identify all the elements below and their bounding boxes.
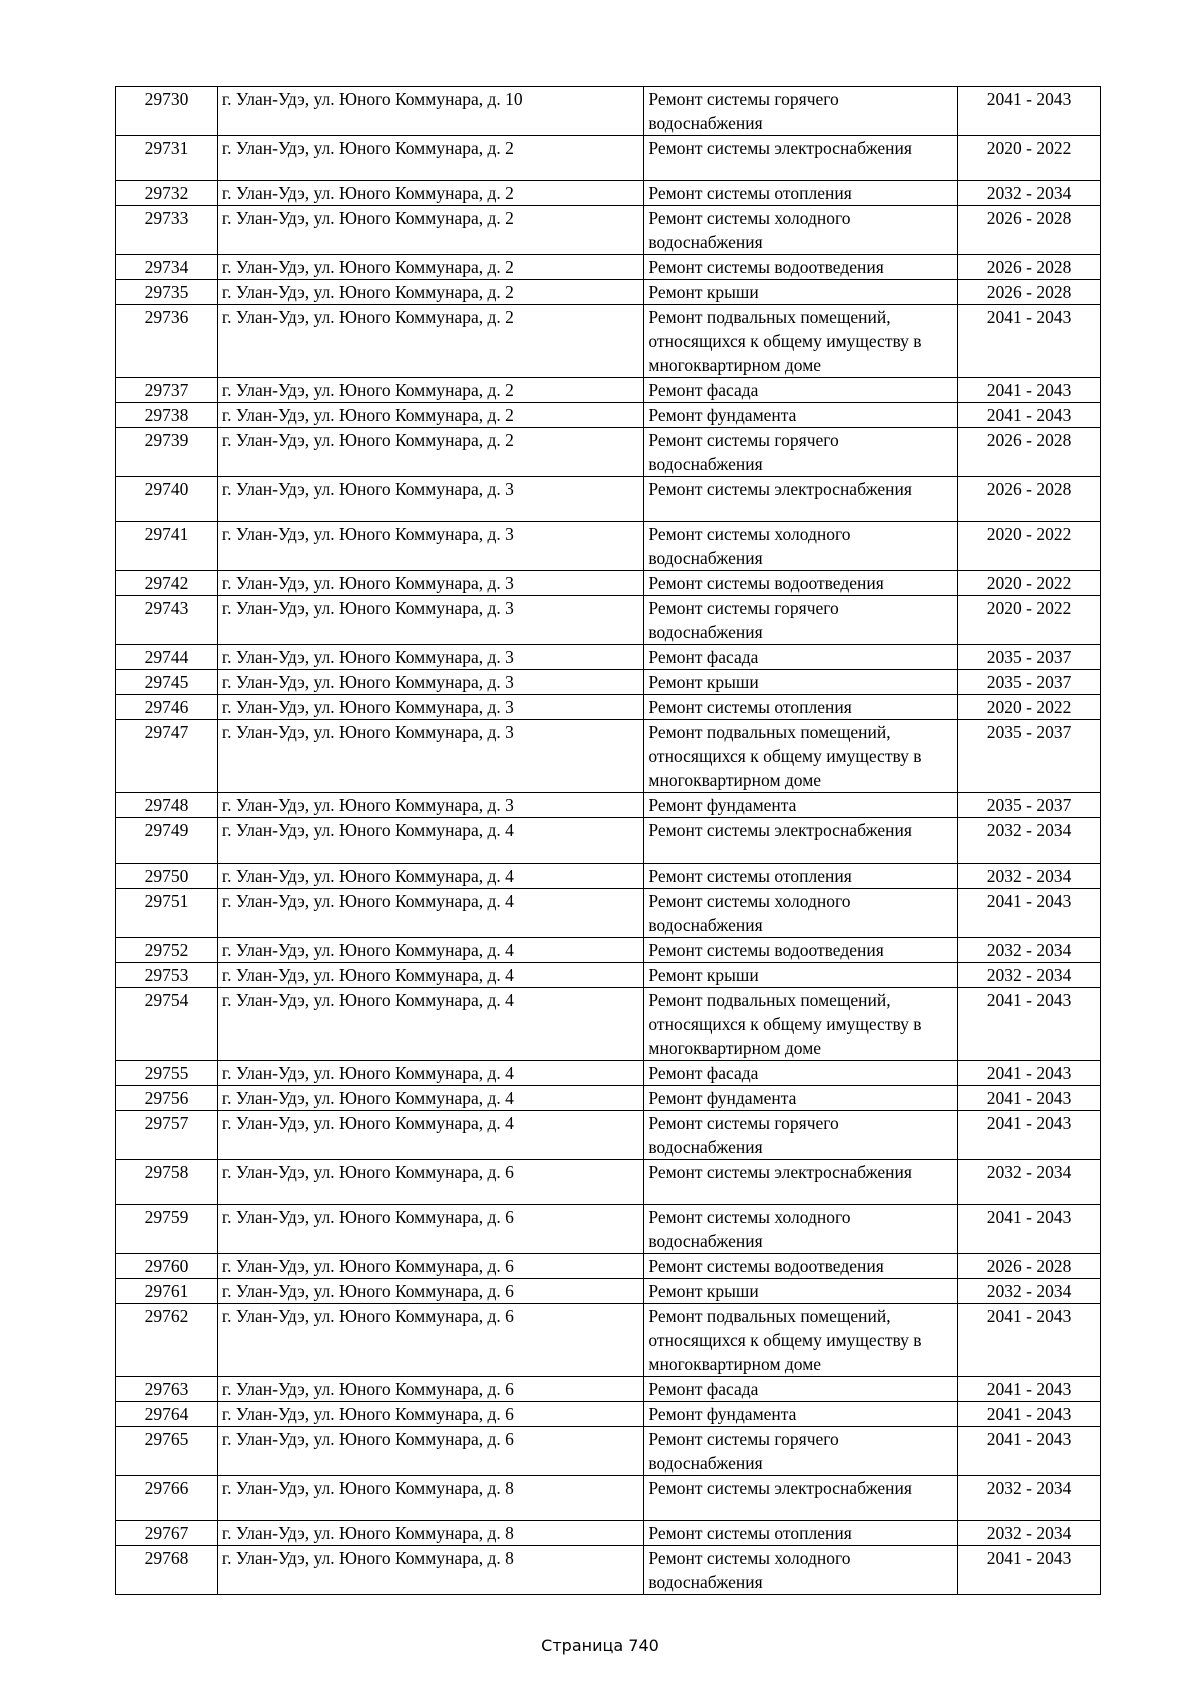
years-cell: 2032 - 2034 xyxy=(958,181,1101,206)
table-row xyxy=(116,670,1101,695)
address-cell: г. Улан-Удэ, ул. Юного Коммунара, д. 4 xyxy=(217,937,643,962)
row-number-cell: 29733 xyxy=(116,206,218,255)
address-cell: г. Улан-Удэ, ул. Юного Коммунара, д. 4 xyxy=(217,863,643,888)
table-row xyxy=(116,1303,1101,1376)
row-number-cell: 29738 xyxy=(116,403,218,428)
table-row xyxy=(116,522,1101,571)
address-cell: г. Улан-Удэ, ул. Юного Коммунара, д. 8 xyxy=(217,1520,643,1545)
address-cell: г. Улан-Удэ, ул. Юного Коммунара, д. 6 xyxy=(217,1159,643,1204)
row-number-cell: 29748 xyxy=(116,793,218,818)
table-row xyxy=(116,305,1101,378)
table-row xyxy=(116,378,1101,403)
work-type-cell: Ремонт фундамента xyxy=(644,793,958,818)
work-type-cell: Ремонт системы электроснабжения xyxy=(644,1475,958,1520)
address-cell: г. Улан-Удэ, ул. Юного Коммунара, д. 2 xyxy=(217,255,643,280)
table-row xyxy=(116,428,1101,477)
years-cell: 2041 - 2043 xyxy=(958,1401,1101,1426)
table-row xyxy=(116,1520,1101,1545)
years-cell: 2041 - 2043 xyxy=(958,1426,1101,1475)
table-row xyxy=(116,1545,1101,1594)
table-row xyxy=(116,1110,1101,1159)
work-type-cell: Ремонт системы водоотведения xyxy=(644,571,958,596)
address-cell: г. Улан-Удэ, ул. Юного Коммунара, д. 3 xyxy=(217,522,643,571)
address-cell: г. Улан-Удэ, ул. Юного Коммунара, д. 3 xyxy=(217,645,643,670)
row-number-cell: 29758 xyxy=(116,1159,218,1204)
row-number-cell: 29764 xyxy=(116,1401,218,1426)
years-cell: 2041 - 2043 xyxy=(958,1060,1101,1085)
work-type-cell: Ремонт системы горячего водоснабжения xyxy=(644,1426,958,1475)
address-cell: г. Улан-Удэ, ул. Юного Коммунара, д. 2 xyxy=(217,428,643,477)
work-type-cell: Ремонт системы электроснабжения xyxy=(644,818,958,863)
address-cell: г. Улан-Удэ, ул. Юного Коммунара, д. 2 xyxy=(217,206,643,255)
row-number-cell: 29732 xyxy=(116,181,218,206)
years-cell: 2041 - 2043 xyxy=(958,888,1101,937)
years-cell: 2032 - 2034 xyxy=(958,818,1101,863)
address-cell: г. Улан-Удэ, ул. Юного Коммунара, д. 4 xyxy=(217,1060,643,1085)
row-number-cell: 29750 xyxy=(116,863,218,888)
table-row xyxy=(116,962,1101,987)
work-type-cell: Ремонт системы холодного водоснабжения xyxy=(644,888,958,937)
work-type-cell: Ремонт системы холодного водоснабжения xyxy=(644,522,958,571)
address-cell: г. Улан-Удэ, ул. Юного Коммунара, д. 2 xyxy=(217,403,643,428)
row-number-cell: 29765 xyxy=(116,1426,218,1475)
address-cell: г. Улан-Удэ, ул. Юного Коммунара, д. 4 xyxy=(217,987,643,1060)
row-number-cell: 29756 xyxy=(116,1085,218,1110)
work-type-cell: Ремонт системы отопления xyxy=(644,1520,958,1545)
work-type-cell: Ремонт фундамента xyxy=(644,1401,958,1426)
table-body xyxy=(116,87,1101,1595)
row-number-cell: 29734 xyxy=(116,255,218,280)
table-row xyxy=(116,181,1101,206)
address-cell: г. Улан-Удэ, ул. Юного Коммунара, д. 4 xyxy=(217,888,643,937)
work-type-cell: Ремонт системы холодного водоснабжения xyxy=(644,206,958,255)
years-cell: 2032 - 2034 xyxy=(958,863,1101,888)
table-row xyxy=(116,645,1101,670)
address-cell: г. Улан-Удэ, ул. Юного Коммунара, д. 2 xyxy=(217,378,643,403)
years-cell: 2041 - 2043 xyxy=(958,403,1101,428)
years-cell: 2026 - 2028 xyxy=(958,255,1101,280)
row-number-cell: 29762 xyxy=(116,1303,218,1376)
work-type-cell: Ремонт фасада xyxy=(644,1376,958,1401)
address-cell: г. Улан-Удэ, ул. Юного Коммунара, д. 3 xyxy=(217,695,643,720)
row-number-cell: 29746 xyxy=(116,695,218,720)
years-cell: 2026 - 2028 xyxy=(958,206,1101,255)
row-number-cell: 29755 xyxy=(116,1060,218,1085)
years-cell: 2041 - 2043 xyxy=(958,987,1101,1060)
years-cell: 2041 - 2043 xyxy=(958,87,1101,136)
row-number-cell: 29760 xyxy=(116,1253,218,1278)
table-row xyxy=(116,1085,1101,1110)
work-type-cell: Ремонт крыши xyxy=(644,670,958,695)
address-cell: г. Улан-Удэ, ул. Юного Коммунара, д. 6 xyxy=(217,1253,643,1278)
work-type-cell: Ремонт системы горячего водоснабжения xyxy=(644,596,958,645)
years-cell: 2020 - 2022 xyxy=(958,136,1101,181)
years-cell: 2032 - 2034 xyxy=(958,1520,1101,1545)
years-cell: 2026 - 2028 xyxy=(958,477,1101,522)
address-cell: г. Улан-Удэ, ул. Юного Коммунара, д. 3 xyxy=(217,596,643,645)
address-cell: г. Улан-Удэ, ул. Юного Коммунара, д. 3 xyxy=(217,670,643,695)
work-type-cell: Ремонт фасада xyxy=(644,1060,958,1085)
row-number-cell: 29743 xyxy=(116,596,218,645)
row-number-cell: 29742 xyxy=(116,571,218,596)
table-row xyxy=(116,1475,1101,1520)
years-cell: 2020 - 2022 xyxy=(958,596,1101,645)
work-type-cell: Ремонт системы водоотведения xyxy=(644,1253,958,1278)
row-number-cell: 29768 xyxy=(116,1545,218,1594)
table-row xyxy=(116,403,1101,428)
row-number-cell: 29759 xyxy=(116,1204,218,1253)
page-number: Страница 740 xyxy=(541,1636,659,1655)
address-cell: г. Улан-Удэ, ул. Юного Коммунара, д. 6 xyxy=(217,1278,643,1303)
table-row xyxy=(116,863,1101,888)
years-cell: 2020 - 2022 xyxy=(958,571,1101,596)
address-cell: г. Улан-Удэ, ул. Юного Коммунара, д. 2 xyxy=(217,280,643,305)
row-number-cell: 29744 xyxy=(116,645,218,670)
address-cell: г. Улан-Удэ, ул. Юного Коммунара, д. 4 xyxy=(217,1085,643,1110)
table-row xyxy=(116,255,1101,280)
table-row xyxy=(116,571,1101,596)
address-cell: г. Улан-Удэ, ул. Юного Коммунара, д. 3 xyxy=(217,571,643,596)
row-number-cell: 29754 xyxy=(116,987,218,1060)
table-row xyxy=(116,987,1101,1060)
years-cell: 2032 - 2034 xyxy=(958,1278,1101,1303)
table-row xyxy=(116,477,1101,522)
row-number-cell: 29739 xyxy=(116,428,218,477)
address-cell: г. Улан-Удэ, ул. Юного Коммунара, д. 6 xyxy=(217,1303,643,1376)
years-cell: 2032 - 2034 xyxy=(958,937,1101,962)
row-number-cell: 29737 xyxy=(116,378,218,403)
row-number-cell: 29753 xyxy=(116,962,218,987)
table-row xyxy=(116,1159,1101,1204)
address-cell: г. Улан-Удэ, ул. Юного Коммунара, д. 3 xyxy=(217,720,643,793)
years-cell: 2041 - 2043 xyxy=(958,378,1101,403)
address-cell: г. Улан-Удэ, ул. Юного Коммунара, д. 4 xyxy=(217,818,643,863)
table-row xyxy=(116,695,1101,720)
table-row xyxy=(116,87,1101,136)
address-cell: г. Улан-Удэ, ул. Юного Коммунара, д. 6 xyxy=(217,1426,643,1475)
table-row xyxy=(116,1060,1101,1085)
work-type-cell: Ремонт системы холодного водоснабжения xyxy=(644,1545,958,1594)
work-type-cell: Ремонт крыши xyxy=(644,1278,958,1303)
row-number-cell: 29751 xyxy=(116,888,218,937)
work-type-cell: Ремонт системы электроснабжения xyxy=(644,477,958,522)
table-row xyxy=(116,1376,1101,1401)
work-type-cell: Ремонт системы водоотведения xyxy=(644,255,958,280)
address-cell: г. Улан-Удэ, ул. Юного Коммунара, д. 4 xyxy=(217,962,643,987)
row-number-cell: 29763 xyxy=(116,1376,218,1401)
years-cell: 2020 - 2022 xyxy=(958,522,1101,571)
table-row xyxy=(116,1401,1101,1426)
work-type-cell: Ремонт фасада xyxy=(644,645,958,670)
work-type-cell: Ремонт системы холодного водоснабжения xyxy=(644,1204,958,1253)
years-cell: 2041 - 2043 xyxy=(958,1110,1101,1159)
row-number-cell: 29757 xyxy=(116,1110,218,1159)
row-number-cell: 29731 xyxy=(116,136,218,181)
years-cell: 2026 - 2028 xyxy=(958,1253,1101,1278)
address-cell: г. Улан-Удэ, ул. Юного Коммунара, д. 2 xyxy=(217,305,643,378)
work-type-cell: Ремонт системы электроснабжения xyxy=(644,136,958,181)
address-cell: г. Улан-Удэ, ул. Юного Коммунара, д. 3 xyxy=(217,793,643,818)
row-number-cell: 29747 xyxy=(116,720,218,793)
address-cell: г. Улан-Удэ, ул. Юного Коммунара, д. 10 xyxy=(217,87,643,136)
address-cell: г. Улан-Удэ, ул. Юного Коммунара, д. 3 xyxy=(217,477,643,522)
years-cell: 2032 - 2034 xyxy=(958,1159,1101,1204)
row-number-cell: 29745 xyxy=(116,670,218,695)
work-type-cell: Ремонт системы отопления xyxy=(644,863,958,888)
work-type-cell: Ремонт системы горячего водоснабжения xyxy=(644,1110,958,1159)
years-cell: 2035 - 2037 xyxy=(958,670,1101,695)
row-number-cell: 29761 xyxy=(116,1278,218,1303)
work-type-cell: Ремонт системы отопления xyxy=(644,695,958,720)
work-type-cell: Ремонт крыши xyxy=(644,280,958,305)
work-type-cell: Ремонт системы отопления xyxy=(644,181,958,206)
years-cell: 2041 - 2043 xyxy=(958,1303,1101,1376)
work-type-cell: Ремонт системы электроснабжения xyxy=(644,1159,958,1204)
address-cell: г. Улан-Удэ, ул. Юного Коммунара, д. 2 xyxy=(217,136,643,181)
row-number-cell: 29740 xyxy=(116,477,218,522)
row-number-cell: 29735 xyxy=(116,280,218,305)
years-cell: 2035 - 2037 xyxy=(958,720,1101,793)
address-cell: г. Улан-Удэ, ул. Юного Коммунара, д. 4 xyxy=(217,1110,643,1159)
table-row xyxy=(116,596,1101,645)
years-cell: 2026 - 2028 xyxy=(958,428,1101,477)
table-row xyxy=(116,818,1101,863)
years-cell: 2035 - 2037 xyxy=(958,793,1101,818)
address-cell: г. Улан-Удэ, ул. Юного Коммунара, д. 8 xyxy=(217,1475,643,1520)
table-row xyxy=(116,1204,1101,1253)
works-table xyxy=(115,86,1101,1595)
work-type-cell: Ремонт фундамента xyxy=(644,403,958,428)
row-number-cell: 29741 xyxy=(116,522,218,571)
address-cell: г. Улан-Удэ, ул. Юного Коммунара, д. 6 xyxy=(217,1204,643,1253)
row-number-cell: 29749 xyxy=(116,818,218,863)
table-row xyxy=(116,1426,1101,1475)
work-type-cell: Ремонт подвальных помещений, относящихся к общему имуществу в многоквартирном доме xyxy=(644,1303,958,1376)
years-cell: 2032 - 2034 xyxy=(958,1475,1101,1520)
row-number-cell: 29736 xyxy=(116,305,218,378)
table-row xyxy=(116,1278,1101,1303)
address-cell: г. Улан-Удэ, ул. Юного Коммунара, д. 8 xyxy=(217,1545,643,1594)
table-row xyxy=(116,720,1101,793)
work-type-cell: Ремонт системы горячего водоснабжения xyxy=(644,428,958,477)
work-type-cell: Ремонт подвальных помещений, относящихся к общему имуществу в многоквартирном доме xyxy=(644,987,958,1060)
years-cell: 2026 - 2028 xyxy=(958,280,1101,305)
work-type-cell: Ремонт фасада xyxy=(644,378,958,403)
work-type-cell: Ремонт системы горячего водоснабжения xyxy=(644,87,958,136)
years-cell: 2041 - 2043 xyxy=(958,305,1101,378)
years-cell: 2041 - 2043 xyxy=(958,1376,1101,1401)
row-number-cell: 29752 xyxy=(116,937,218,962)
address-cell: г. Улан-Удэ, ул. Юного Коммунара, д. 6 xyxy=(217,1376,643,1401)
years-cell: 2041 - 2043 xyxy=(958,1085,1101,1110)
table-row xyxy=(116,793,1101,818)
work-type-cell: Ремонт системы водоотведения xyxy=(644,937,958,962)
table-row xyxy=(116,136,1101,181)
address-cell: г. Улан-Удэ, ул. Юного Коммунара, д. 6 xyxy=(217,1401,643,1426)
years-cell: 2035 - 2037 xyxy=(958,645,1101,670)
address-cell: г. Улан-Удэ, ул. Юного Коммунара, д. 2 xyxy=(217,181,643,206)
table-row xyxy=(116,888,1101,937)
row-number-cell: 29730 xyxy=(116,87,218,136)
years-cell: 2020 - 2022 xyxy=(958,695,1101,720)
table-row xyxy=(116,206,1101,255)
table-row xyxy=(116,280,1101,305)
row-number-cell: 29767 xyxy=(116,1520,218,1545)
work-type-cell: Ремонт крыши xyxy=(644,962,958,987)
years-cell: 2041 - 2043 xyxy=(958,1204,1101,1253)
table-row xyxy=(116,937,1101,962)
years-cell: 2032 - 2034 xyxy=(958,962,1101,987)
work-type-cell: Ремонт подвальных помещений, относящихся к общему имуществу в многоквартирном доме xyxy=(644,305,958,378)
work-type-cell: Ремонт подвальных помещений, относящихся к общему имуществу в многоквартирном доме xyxy=(644,720,958,793)
work-type-cell: Ремонт фундамента xyxy=(644,1085,958,1110)
row-number-cell: 29766 xyxy=(116,1475,218,1520)
years-cell: 2041 - 2043 xyxy=(958,1545,1101,1594)
table-row xyxy=(116,1253,1101,1278)
